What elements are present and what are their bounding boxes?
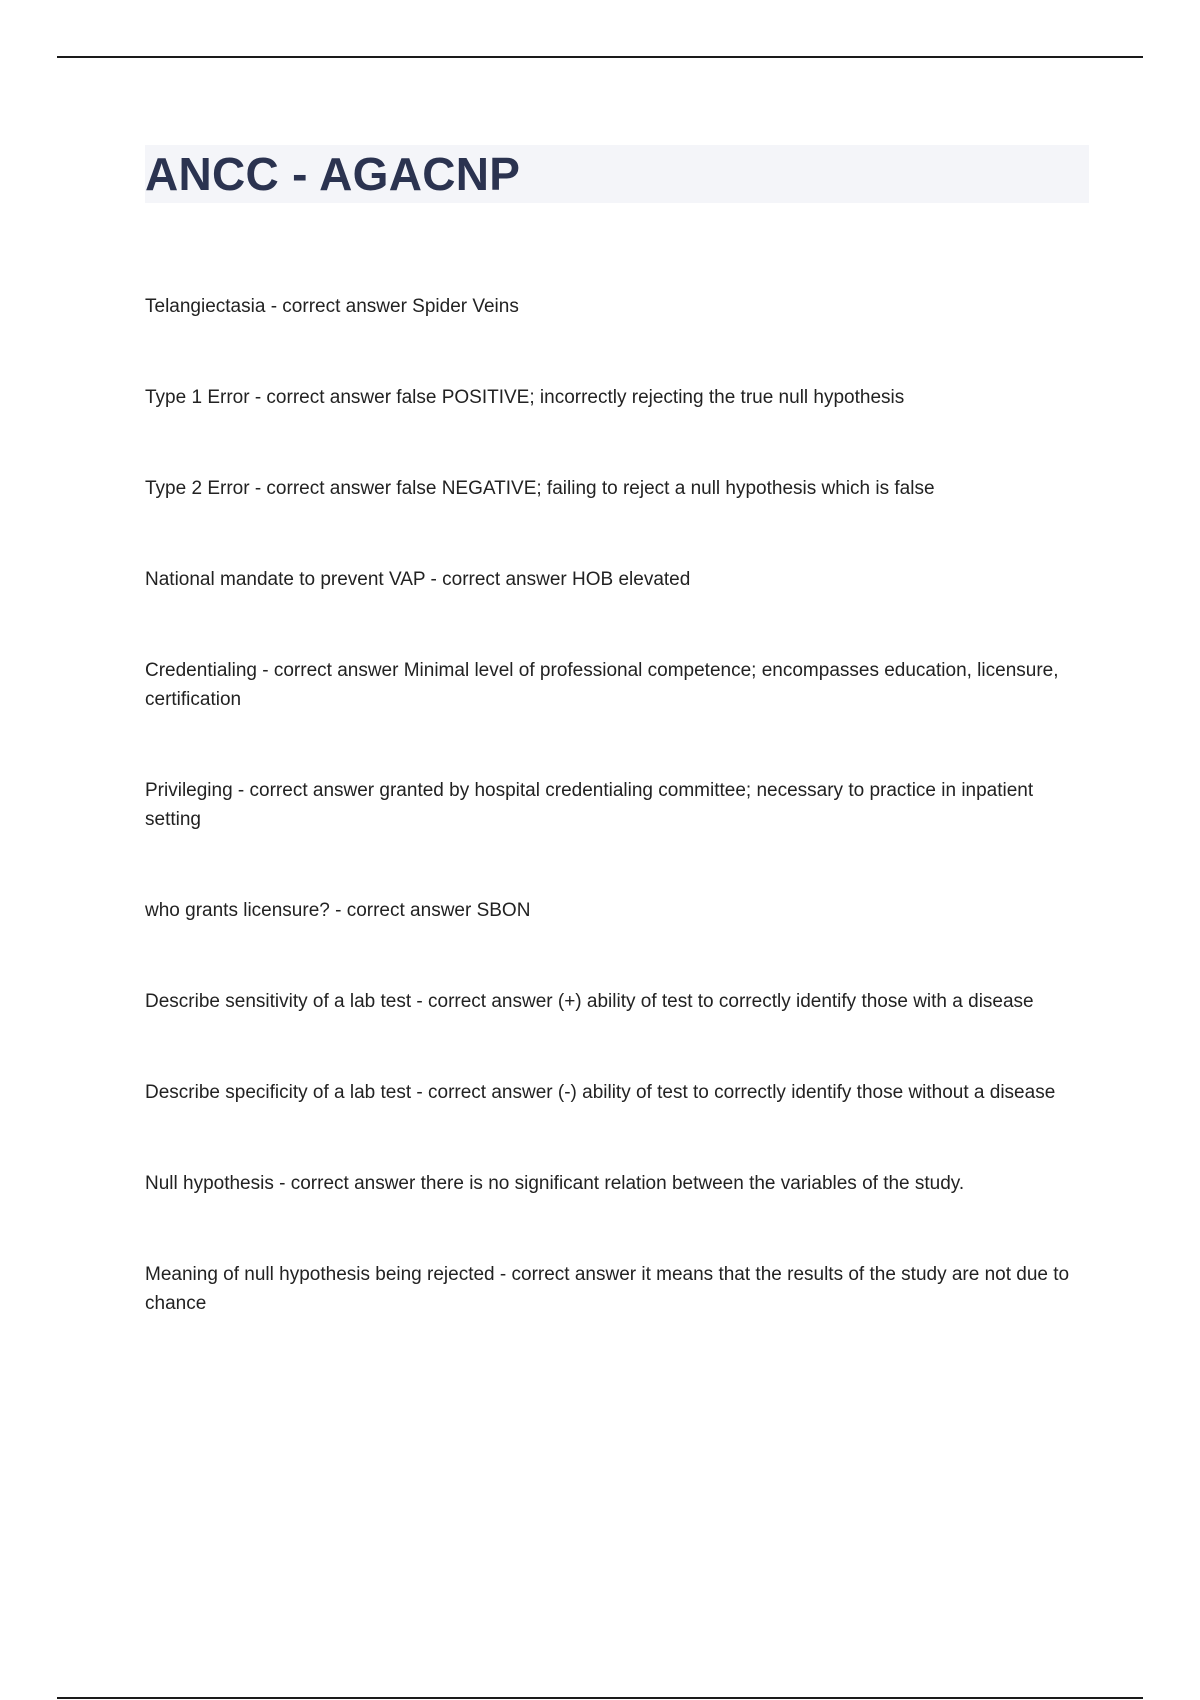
qa-item-vap-mandate: National mandate to prevent VAP - correct answer HOB elevated [145, 569, 691, 590]
footer-rule [57, 1697, 1143, 1699]
qa-list [145, 292, 1085, 1380]
header-rule [57, 56, 1143, 58]
qa-item-sensitivity: Describe sensitivity of a lab test - correct answer (+) ability of test to correctly identify those with a disease [145, 991, 1034, 1012]
qa-item-telangiectasia: Telangiectasia - correct answer Spider Veins [145, 296, 519, 317]
qa-item-null-hypothesis: Null hypothesis - correct answer there is no significant relation between the variables of the study. [145, 1173, 965, 1194]
qa-item-specificity: Describe specificity of a lab test - correct answer (-) ability of test to correctly identify those without a disease [145, 1082, 1056, 1103]
qa-item-null-rejected: Meaning of null hypothesis being rejected - correct answer it means that the results of the study are not due to chance [145, 1264, 1070, 1314]
qa-item-credentialing: Credentialing - correct answer Minimal level of professional competence; encompasses education, licensure, certification [145, 660, 1059, 710]
qa-item-licensure: who grants licensure? - correct answer SBON [145, 900, 531, 921]
qa-item-type-1-error: Type 1 Error - correct answer false POSITIVE; incorrectly rejecting the true null hypothesis [145, 387, 905, 408]
qa-item-type-2-error: Type 2 Error - correct answer false NEGATIVE; failing to reject a null hypothesis which is false [145, 478, 935, 499]
qa-item-privileging: Privileging - correct answer granted by hospital credentialing committee; necessary to practice in inpatient setting [145, 780, 1034, 830]
document-title: ANCC - AGACNP [145, 148, 521, 200]
